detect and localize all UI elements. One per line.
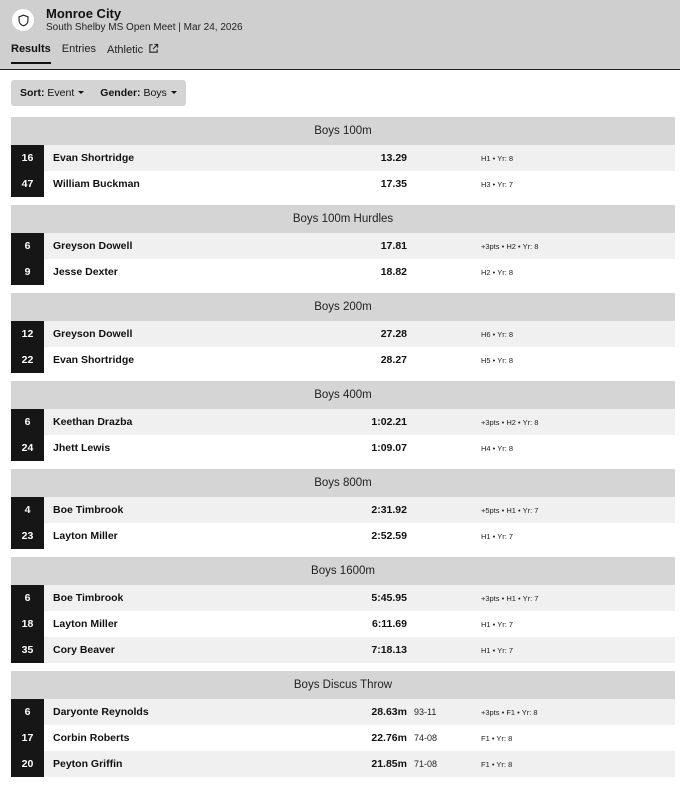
event-section bbox=[11, 381, 675, 461]
result-mark: 17.81 bbox=[380, 240, 407, 252]
app-header bbox=[0, 0, 680, 70]
shield-icon[interactable] bbox=[12, 9, 34, 31]
mark-conversion: 74-08 bbox=[414, 733, 438, 743]
athlete-name[interactable]: Greyson Dowell bbox=[53, 328, 133, 340]
result-row[interactable] bbox=[11, 435, 675, 461]
result-row[interactable] bbox=[11, 585, 675, 611]
result-row[interactable] bbox=[11, 751, 675, 777]
result-row[interactable] bbox=[11, 321, 675, 347]
result-mark: 22.76m bbox=[371, 732, 407, 744]
meet-info: South Shelby MS Open Meet | Mar 24, 2026 bbox=[46, 22, 243, 33]
result-details: H4 • Yr: 8 bbox=[481, 443, 514, 453]
athlete-name[interactable]: Greyson Dowell bbox=[53, 240, 133, 252]
result-details: +3pts • H1 • Yr: 7 bbox=[481, 593, 539, 603]
external-link-icon bbox=[148, 43, 159, 54]
result-mark: 1:02.21 bbox=[371, 416, 407, 428]
place-badge: 17 bbox=[11, 725, 44, 751]
result-details: +5pts • H1 • Yr: 7 bbox=[481, 505, 539, 515]
place-badge: 22 bbox=[11, 347, 44, 373]
athlete-name[interactable]: Jesse Dexter bbox=[53, 266, 118, 278]
result-details: H3 • Yr: 7 bbox=[481, 179, 514, 189]
result-row[interactable] bbox=[11, 233, 675, 259]
event-title: Boys 200m bbox=[11, 293, 675, 321]
event-section bbox=[11, 117, 675, 197]
event-section bbox=[11, 557, 675, 663]
tab-bar bbox=[11, 43, 159, 64]
result-row[interactable] bbox=[11, 171, 675, 197]
result-row[interactable] bbox=[11, 611, 675, 637]
athlete-name[interactable]: Boe Timbrook bbox=[53, 504, 124, 516]
athlete-name[interactable]: Jhett Lewis bbox=[53, 442, 111, 454]
result-mark: 27.28 bbox=[380, 328, 407, 340]
athlete-name[interactable]: Keethan Drazba bbox=[53, 416, 133, 428]
mark-conversion: 71-08 bbox=[414, 759, 438, 769]
place-badge: 23 bbox=[11, 523, 44, 549]
tab-results[interactable]: Results bbox=[11, 43, 51, 64]
place-badge: 24 bbox=[11, 435, 44, 461]
athlete-name[interactable]: Evan Shortridge bbox=[53, 354, 135, 366]
place-badge: 35 bbox=[11, 637, 44, 663]
result-mark: 7:18.13 bbox=[371, 644, 407, 656]
result-details: H2 • Yr: 8 bbox=[481, 267, 514, 277]
athlete-name[interactable]: Layton Miller bbox=[53, 530, 118, 542]
athlete-name[interactable]: Daryonte Reynolds bbox=[53, 706, 149, 718]
athlete-name[interactable]: Layton Miller bbox=[53, 618, 118, 630]
result-details: +3pts • F1 • Yr: 8 bbox=[481, 707, 538, 717]
place-badge: 18 bbox=[11, 611, 44, 637]
result-mark: 21.85m bbox=[371, 758, 407, 770]
place-badge: 4 bbox=[11, 497, 44, 523]
result-row[interactable] bbox=[11, 145, 675, 171]
result-details: H1 • Yr: 7 bbox=[481, 619, 514, 629]
athlete-name[interactable]: Boe Timbrook bbox=[53, 592, 124, 604]
result-row[interactable] bbox=[11, 259, 675, 285]
event-section bbox=[11, 205, 675, 285]
result-mark: 6:11.69 bbox=[371, 618, 407, 630]
results-list bbox=[11, 117, 675, 785]
sort-label: Sort: bbox=[20, 87, 45, 99]
filter-bar bbox=[11, 80, 186, 106]
result-mark: 28.27 bbox=[380, 354, 407, 366]
gender-dropdown[interactable] bbox=[100, 87, 177, 99]
result-details: H5 • Yr: 8 bbox=[481, 355, 514, 365]
result-mark: 18.82 bbox=[380, 266, 407, 278]
event-title: Boys 1600m bbox=[11, 557, 675, 585]
event-section bbox=[11, 293, 675, 373]
place-badge: 6 bbox=[11, 699, 44, 725]
result-details: H1 • Yr: 7 bbox=[481, 645, 514, 655]
result-mark: 17.35 bbox=[380, 178, 407, 190]
result-mark: 5:45.95 bbox=[371, 592, 407, 604]
team-name: Monroe City bbox=[46, 6, 122, 21]
result-row[interactable] bbox=[11, 523, 675, 549]
gender-label: Gender: bbox=[100, 87, 141, 99]
sort-dropdown[interactable] bbox=[20, 87, 84, 99]
result-mark: 28.63m bbox=[371, 706, 407, 718]
sort-value: Event bbox=[47, 87, 75, 99]
athlete-name[interactable]: Corbin Roberts bbox=[53, 732, 130, 744]
result-row[interactable] bbox=[11, 725, 675, 751]
event-title: Boys 400m bbox=[11, 381, 675, 409]
athlete-name[interactable]: William Buckman bbox=[53, 178, 140, 190]
result-mark: 2:31.92 bbox=[371, 504, 407, 516]
result-details: +3pts • H2 • Yr: 8 bbox=[481, 241, 539, 251]
result-details: F1 • Yr: 8 bbox=[481, 759, 513, 769]
athlete-name[interactable]: Evan Shortridge bbox=[53, 152, 135, 164]
athlete-name[interactable]: Cory Beaver bbox=[53, 644, 115, 656]
event-title: Boys 100m bbox=[11, 117, 675, 145]
place-badge: 20 bbox=[11, 751, 44, 777]
result-row[interactable] bbox=[11, 347, 675, 373]
mark-conversion: 93-11 bbox=[414, 707, 437, 717]
place-badge: 6 bbox=[11, 233, 44, 259]
result-mark: 13.29 bbox=[380, 152, 407, 164]
event-title: Boys Discus Throw bbox=[11, 671, 675, 699]
result-details: F1 • Yr: 8 bbox=[481, 733, 513, 743]
result-row[interactable] bbox=[11, 409, 675, 435]
place-badge: 6 bbox=[11, 409, 44, 435]
result-details: H6 • Yr: 8 bbox=[481, 329, 514, 339]
event-section bbox=[11, 469, 675, 549]
result-details: H1 • Yr: 7 bbox=[481, 531, 514, 541]
caret-down-icon bbox=[78, 91, 84, 94]
result-details: H1 • Yr: 8 bbox=[481, 153, 514, 163]
result-mark: 1:09.07 bbox=[371, 442, 407, 454]
gender-value: Boys bbox=[143, 87, 167, 99]
caret-down-icon bbox=[171, 91, 177, 94]
place-badge: 9 bbox=[11, 259, 44, 285]
place-badge: 12 bbox=[11, 321, 44, 347]
result-row[interactable] bbox=[11, 699, 675, 725]
result-row[interactable] bbox=[11, 497, 675, 523]
athlete-name[interactable]: Peyton Griffin bbox=[53, 758, 123, 770]
tab-entries[interactable]: Entries bbox=[61, 43, 96, 55]
place-badge: 47 bbox=[11, 171, 44, 197]
place-badge: 6 bbox=[11, 585, 44, 611]
place-badge: 16 bbox=[11, 145, 44, 171]
event-section bbox=[11, 671, 675, 777]
tab-athletic-label: Athletic bbox=[107, 44, 144, 56]
result-details: +3pts • H2 • Yr: 8 bbox=[481, 417, 539, 427]
event-title: Boys 100m Hurdles bbox=[11, 205, 675, 233]
result-mark: 2:52.59 bbox=[371, 530, 407, 542]
result-row[interactable] bbox=[11, 637, 675, 663]
event-title: Boys 800m bbox=[11, 469, 675, 497]
tab-athletic-link[interactable] bbox=[107, 43, 159, 64]
